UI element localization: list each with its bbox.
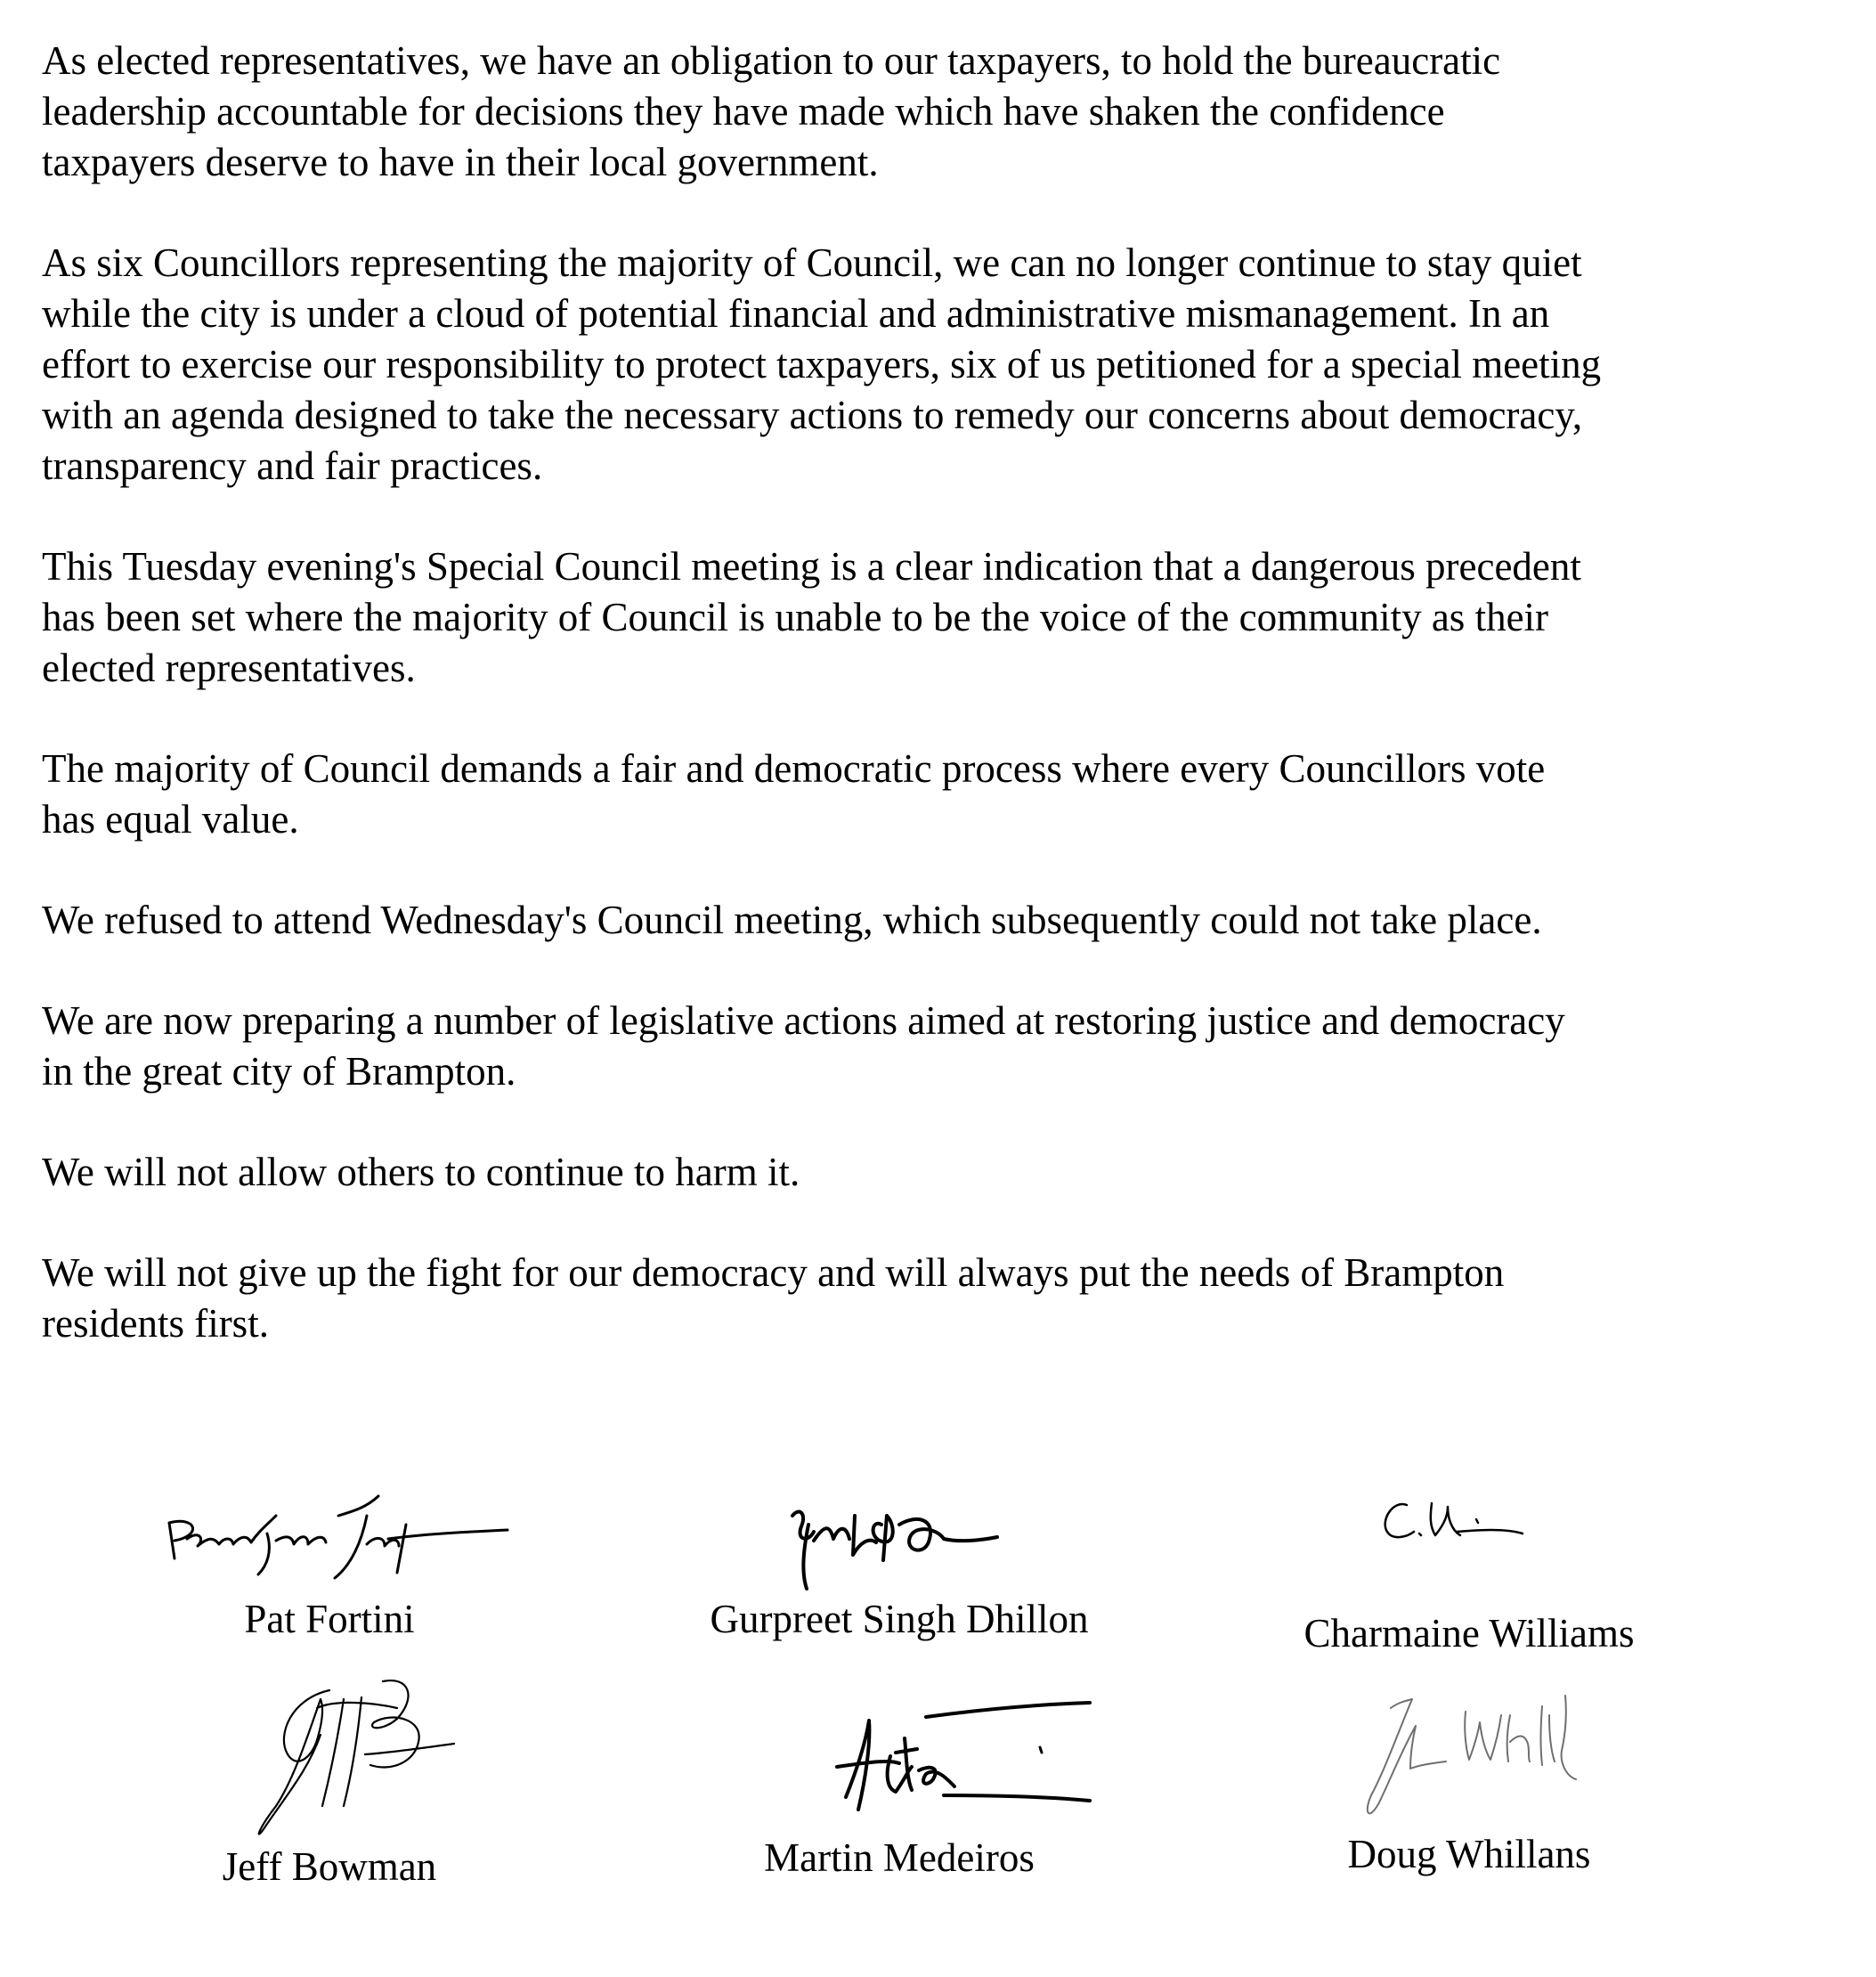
signatory-pat-fortini bbox=[62, 1489, 597, 1642]
signatory-name: Martin Medeiros bbox=[764, 1835, 1035, 1880]
paragraph-no-harm: We will not allow others to continue to harm it. bbox=[42, 1150, 800, 1194]
signatory-jeff-bowman bbox=[62, 1672, 597, 1890]
handwritten-signature-icon bbox=[712, 1489, 1086, 1596]
signatory-gurpreet-singh-dhillon bbox=[632, 1489, 1166, 1642]
signatory-doug-whillans bbox=[1202, 1680, 1736, 1877]
letter-body bbox=[42, 36, 1831, 1399]
paragraph-special-meeting-petition: As six Councillors representing the majority of Council, we can no longer continue to stay quiet while the city is under a cloud of potential financial and administrative mismanagement. In an effort to exercise our responsibility to protect taxpayers, six of us petitioned for a special meeting with an agenda designed to take the necessary actions to remedy our concerns about democracy, transparency and fair practices. bbox=[42, 240, 1602, 488]
signatory-charmaine-williams bbox=[1202, 1468, 1736, 1656]
handwritten-signature-icon bbox=[134, 1489, 525, 1596]
paragraph-legislative-actions: We are now preparing a number of legislative actions aimed at restoring justice and democracy in the great city of Brampton. bbox=[42, 998, 1565, 1094]
paragraph-accountability: As elected representatives, we have an obligation to our taxpayers, to hold the bureaucratic leadership accountable for decisions they have made which have shaken the confidence taxpayers deserve to have in their local government. bbox=[42, 38, 1501, 184]
signatory-name: Jeff Bowman bbox=[222, 1844, 437, 1889]
handwritten-signature-icon bbox=[134, 1672, 525, 1851]
handwritten-signature-icon bbox=[1282, 1468, 1656, 1574]
paragraph-democratic-process: The majority of Council demands a fair and democratic process where every Councillors vote has equal value. bbox=[42, 746, 1546, 842]
paragraph-refused-attendance: We refused to attend Wednesday's Council meeting, which subsequently could not take place. bbox=[42, 898, 1542, 942]
paragraph-residents-first: We will not give up the fight for our democracy and will always put the needs of Brampton residents first. bbox=[42, 1250, 1505, 1346]
signatory-martin-medeiros bbox=[632, 1681, 1166, 1881]
signatory-name: Doug Whillans bbox=[1347, 1832, 1591, 1876]
signatory-name: Charmaine Williams bbox=[1303, 1611, 1635, 1656]
signatory-name: Gurpreet Singh Dhillon bbox=[710, 1597, 1089, 1641]
handwritten-signature-icon bbox=[712, 1681, 1086, 1851]
paragraph-dangerous-precedent: This Tuesday evening's Special Council meeting is a clear indication that a dangerous precedent has been set where the majority of Council is unable to be the voice of the community as their elected representatives. bbox=[42, 544, 1581, 690]
signatory-name: Pat Fortini bbox=[244, 1597, 415, 1641]
handwritten-signature-icon bbox=[1282, 1680, 1656, 1840]
